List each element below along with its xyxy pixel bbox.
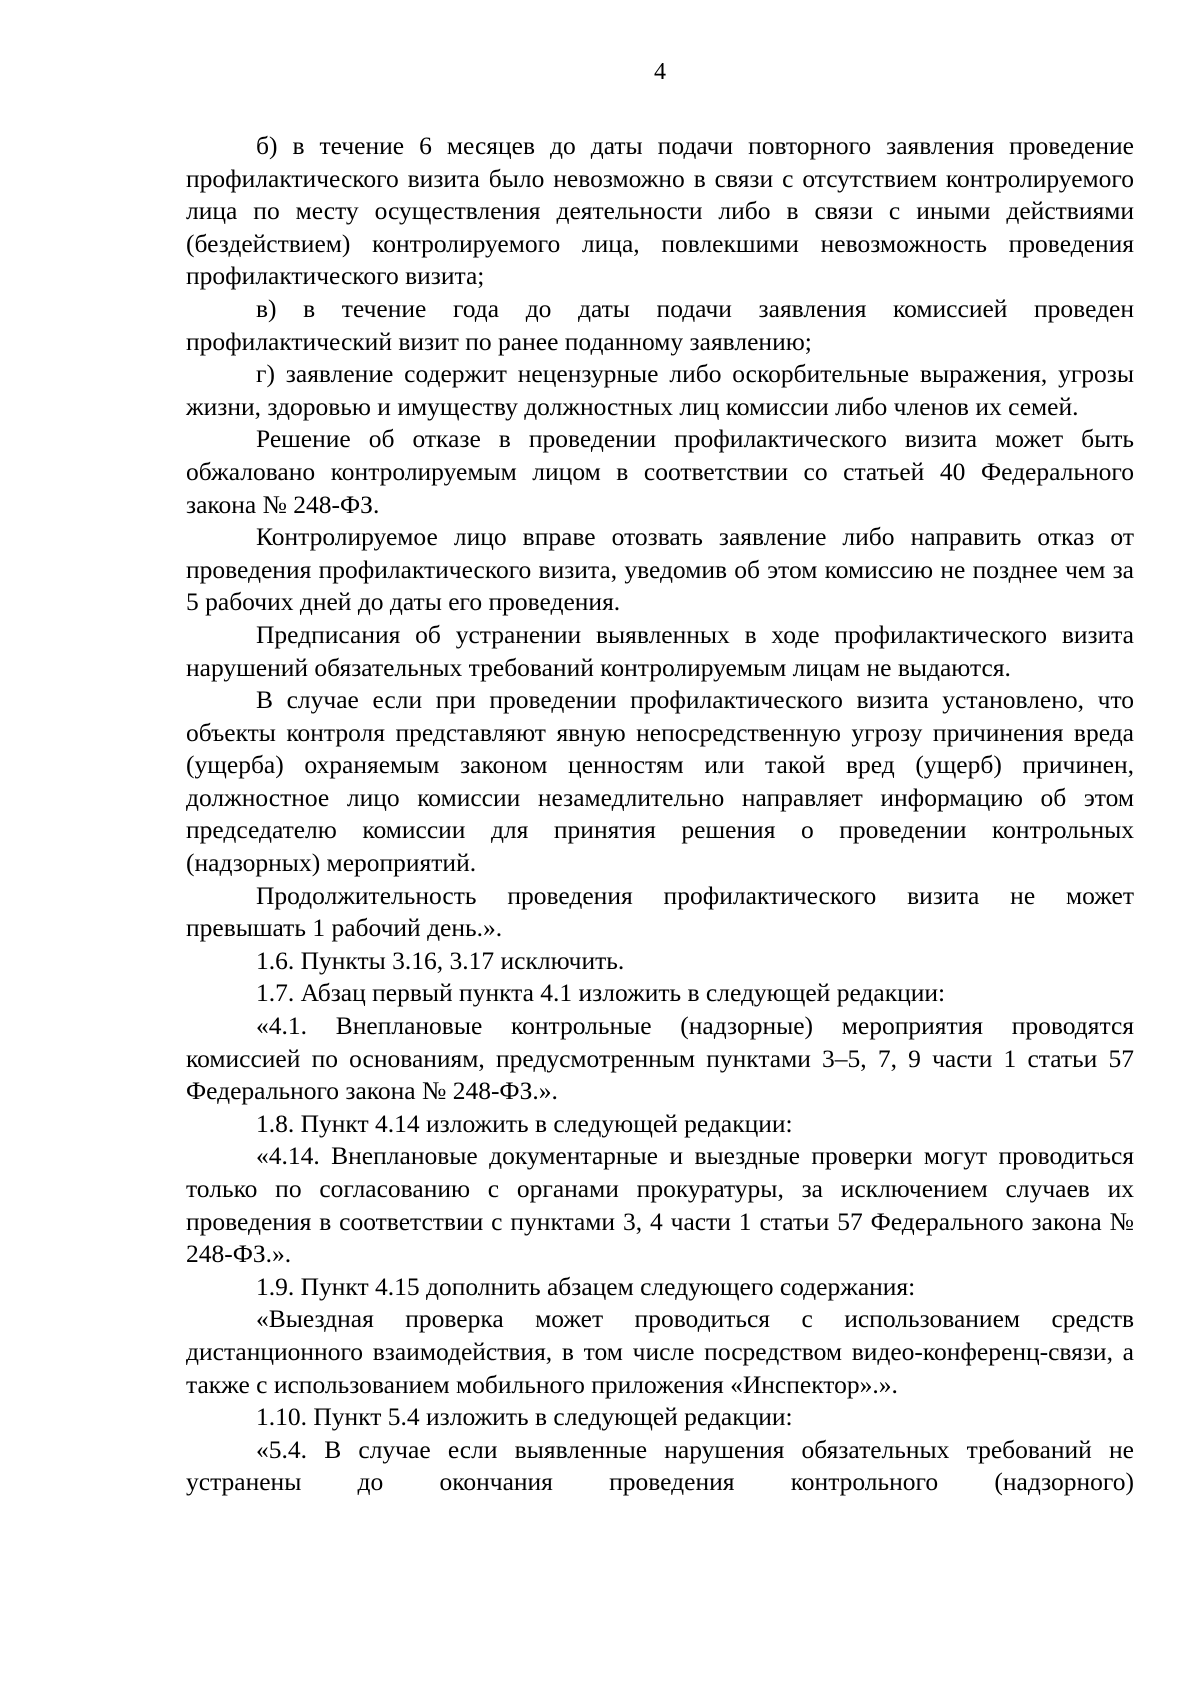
paragraph-threat: В случае если при проведении профилактического визита установлено, что объекты контроля представляют явную непосредственную угрозу причинения вреда (ущерба) охраняемым законом ценностям или такой вред (ущерб) причинен, должностное лицо комиссии незамедлительно направляет информацию об этом председателю комиссии для принятия решения о проведении контрольных (надзорных) мероприятий.	[186, 685, 1134, 878]
item-1-7: 1.7. Абзац первый пункта 4.1 изложить в следующей редакции:	[256, 978, 946, 1008]
paragraph-g: г) заявление содержит нецензурные либо оскорбительные выражения, угрозы жизни, здоровью и имуществу должностных лиц комиссии либо членов их семей.	[186, 359, 1134, 421]
paragraph-appeal: Решение об отказе в проведении профилактического визита может быть обжаловано контролируемым лицом в соответствии со статьей 40 Федерального закона № 248-ФЗ.	[186, 424, 1134, 519]
quote-4-15: «Выездная проверка может проводиться с использованием средств дистанционного взаимодействия, в том числе посредством видео-конференц-связи, а также с использованием мобильного приложения «Инспектор».».	[186, 1304, 1134, 1399]
paragraph-withdraw: Контролируемое лицо вправе отозвать заявление либо направить отказ от проведения профилактического визита, уведомив об этом комиссию не позднее чем за 5 рабочих дней до даты его проведения.	[186, 522, 1134, 617]
paragraph-v: в) в течение года до даты подачи заявления комиссией проведен профилактический визит по ранее поданному заявлению;	[186, 293, 1134, 356]
quote-4-14: «4.14. Внеплановые документарные и выездные проверки могут проводиться только по согласованию с органами прокуратуры, за исключением случаев их проведения в соответствии с пунктами 3, 4 части 1 статьи 57 Федерального закона № 248-ФЗ.».	[186, 1141, 1134, 1269]
item-1-8: 1.8. Пункт 4.14 изложить в следующей редакции:	[256, 1108, 793, 1138]
paragraph-b: б) в течение 6 месяцев до даты подачи повторного заявления проведение профилактического визита было невозможно в связи с отсутствием контролируемого лица по месту осуществления деятельности либо в связи с иными действиями (бездействием) контролируемого лица, повлекшими невозможность проведения профилактического визита;	[186, 131, 1134, 291]
quote-5-4: «5.4. В случае если выявленные нарушения обязательных требований не устранены до окончания проведения контрольного (надзорного)	[186, 1434, 1134, 1497]
page-number: 4	[654, 59, 666, 85]
paragraph-duration: Продолжительность проведения профилактического визита не может превышать 1 рабочий день.».	[186, 880, 1134, 943]
item-1-6: 1.6. Пункты 3.16, 3.17 исключить.	[256, 945, 625, 975]
quote-4-1: «4.1. Внеплановые контрольные (надзорные) мероприятия проводятся комиссией по основаниям, предусмотренным пунктами 3–5, 7, 9 части 1 статьи 57 Федерального закона № 248-ФЗ.».	[186, 1011, 1134, 1106]
document-body	[186, 130, 1134, 1499]
item-1-9: 1.9. Пункт 4.15 дополнить абзацем следующего содержания:	[256, 1271, 916, 1301]
paragraph-orders: Предписания об устранении выявленных в ходе профилактического визита нарушений обязательных требований контролируемым лицам не выдаются.	[186, 619, 1134, 682]
item-1-10: 1.10. Пункт 5.4 изложить в следующей редакции:	[256, 1402, 793, 1432]
